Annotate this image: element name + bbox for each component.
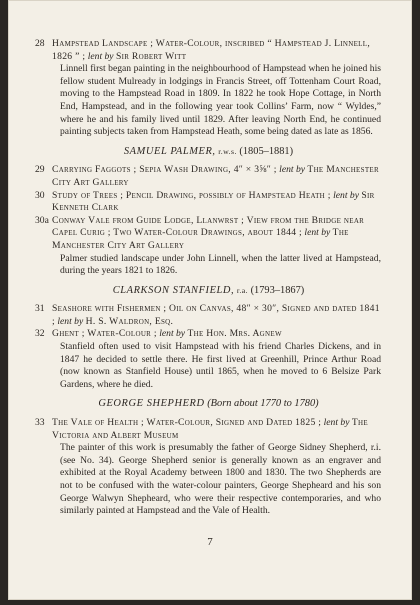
lent-by-label: lent by (159, 328, 186, 340)
entry-number: 29 (35, 164, 45, 176)
lent-by-label: lent by (304, 227, 331, 239)
artist-dates: (1805–1881) (239, 145, 294, 157)
catalogue-entry-30a (36, 215, 381, 278)
lent-by-label: lent by (279, 164, 305, 176)
lent-by-label: lent by (57, 315, 84, 327)
artist-suffix: r.w.s. (218, 146, 237, 156)
entry-title: Seashore with Fishermen ; Oil on Canvas, 48″ × 30″, Signed and dated 1841 ; (52, 303, 380, 327)
entry-title: Conway Vale from Guide Lodge, Llanwrst ; View from the Bridge near Capel Curig ; Two Water-Colour Drawings, about 1844 ; (52, 214, 365, 239)
page-content (36, 38, 381, 518)
lent-by-label: lent by (333, 189, 359, 201)
entry-title: Carrying Faggots ; Sepia Wash Drawing, 4″ × 3⅝″ ; (52, 164, 277, 176)
lender: The Manchester City Art Gallery (52, 227, 349, 251)
artist-name: GEORGE SHEPHERD (98, 398, 205, 410)
catalogue-entry-28 (36, 38, 381, 139)
lent-by-label: lent by (323, 417, 350, 429)
entry-number: 28 (35, 38, 45, 49)
entry-note: Palmer studied landscape under John Linnell, when the latter lived at Hampstead, during the years 1821 to 1826. (60, 252, 381, 277)
artist-dates: (1793–1867) (250, 284, 305, 296)
artist-name: SAMUEL PALMER, (123, 145, 216, 157)
entry-number: 30a (35, 214, 49, 226)
entry-number: 33 (35, 417, 45, 429)
catalogue-entry-30 (36, 190, 381, 215)
lender: Sir Robert Witt (115, 50, 187, 62)
catalogue-entry-29 (36, 164, 381, 189)
catalogue-entry-31 (36, 303, 381, 328)
artist-heading-stanfield (36, 285, 381, 298)
lender: H. S. Waldron, Esq. (85, 315, 174, 327)
lender: The Victoria and Albert Museum (52, 417, 368, 441)
catalogue-entry-32 (36, 328, 381, 391)
lender: The Hon. Mrs. Agnew (187, 328, 282, 340)
artist-suffix: r.a. (236, 285, 248, 295)
entry-title: Study of Trees ; Pencil Drawing, possibly of Hampstead Heath ; (52, 189, 331, 201)
catalogue-entry-33 (36, 417, 381, 518)
artist-heading-palmer (36, 146, 381, 159)
artist-dates: (Born about 1770 to 1780) (207, 398, 319, 410)
catalogue-page (8, 0, 412, 600)
entry-title: Ghent ; Water-Colour ; (52, 328, 157, 340)
entry-note: Linnell first began painting in the neighbourhood of Hampstead when he joined his fellow student Mulready in lodgings in Francis Street, off Tottenham Court Road, moving to the Hampstead Road in 1809. In 1822 he took Hope Cottage, in North End, Hampstead, and in the following year took Collins’ Farm, now “ Wyldes,” where he and his family lived until 1829. After leaving North End, he continued painting subjects taken from Hampstead Heath, some being dated as late as 1856. (60, 63, 381, 138)
entry-number: 30 (35, 189, 45, 201)
entry-title: Hampstead Landscape ; Water-Colour, inscribed “ Hampstead J. Linnell, 1826 ” ; (52, 38, 371, 62)
page-number: 7 (207, 536, 213, 548)
entry-note: The painter of this work is presumably the father of George Sidney Shepherd, r.i. (see No. 34). George Shepherd senior is generally known as an engraver and exhibited at the Royal Academy between 1800 and 1830. The two Shepherds are not to be confused with the water-colour painters, George Shepheard and his son George Walwyn Shepheard, who were their respective contemporaries, and who similarly painted at Hampstead and the Vale of Health. (60, 442, 381, 517)
lent-by-label: lent by (87, 50, 114, 62)
lender: The Manchester City Art Gallery (52, 164, 379, 188)
entry-title: The Vale of Health ; Water-Colour, Signed and Dated 1825 ; (52, 417, 322, 429)
lender: Sir Kenneth Clark (52, 189, 375, 214)
entry-number: 31 (35, 303, 45, 315)
entry-number: 32 (35, 328, 45, 340)
entry-note: Stanfield often used to visit Hampstead with his friend Charles Dickens, and in 1847 he decided to settle there. He first lived at Greenhill, Prince Arthur Road (now known as Stanfield House) until 1865, when he moved to 6 Belsize Park Gardens, where he died. (60, 341, 381, 390)
artist-heading-shepherd (36, 398, 381, 411)
artist-name: CLARKSON STANFIELD, (112, 284, 235, 296)
